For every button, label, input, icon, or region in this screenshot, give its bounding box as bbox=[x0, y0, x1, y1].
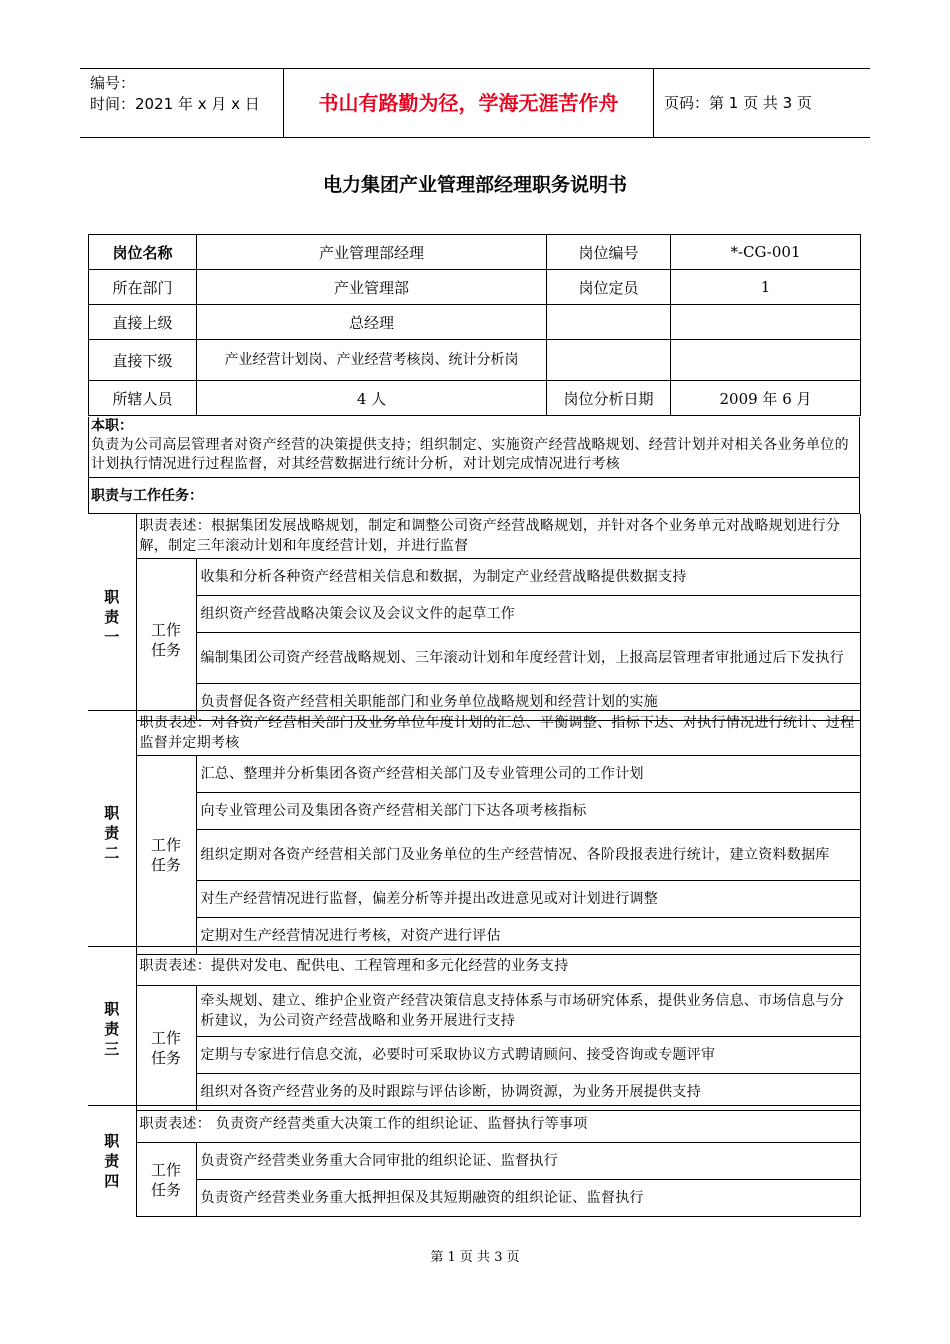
empty-cell bbox=[547, 340, 671, 381]
responsibility-2 bbox=[88, 710, 861, 955]
code-label: 编号： bbox=[90, 74, 136, 92]
responsibility-label: 职 责 一 bbox=[88, 514, 136, 721]
empty-cell bbox=[671, 340, 861, 381]
empty-cell bbox=[547, 305, 671, 340]
subordinate-label: 直接下级 bbox=[89, 340, 197, 381]
page-header bbox=[80, 68, 870, 138]
motto: 书山有路勤为径，学海无涯苦作舟 bbox=[284, 69, 654, 137]
analysis-date-label: 岗位分析日期 bbox=[547, 381, 671, 416]
department-value: 产业管理部 bbox=[197, 270, 547, 305]
work-task-label: 工作 任务 bbox=[136, 986, 196, 1111]
work-task-label: 工作 任务 bbox=[136, 756, 196, 955]
responsibility-desc: 职责表述：提供对发电、配供电、工程管理和多元化经营的业务支持 bbox=[136, 947, 860, 986]
duty-block bbox=[88, 417, 860, 478]
task-item: 编制集团公司资产经营战略规划、三年滚动计划和年度经营计划，上报高层管理者审批通过后下发执行 bbox=[196, 633, 860, 684]
work-task-label: 工作 任务 bbox=[136, 1143, 196, 1217]
responsibility-4 bbox=[88, 1105, 861, 1217]
analysis-date-value: 2009 年 6 月 bbox=[671, 381, 861, 416]
department-label: 所在部门 bbox=[89, 270, 197, 305]
responsibility-desc: 职责表述： 负责资产经营类重大决策工作的组织论证、监督执行等事项 bbox=[136, 1106, 860, 1143]
subordinate-value: 产业经营计划岗、产业经营考核岗、统计分析岗 bbox=[197, 340, 547, 381]
responsibility-1 bbox=[88, 514, 861, 721]
task-item: 负责资产经营类业务重大合同审批的组织论证、监督执行 bbox=[196, 1143, 860, 1180]
tasks-heading-block bbox=[88, 478, 860, 514]
responsibility-label: 职 责 三 bbox=[88, 947, 136, 1111]
superior-value: 总经理 bbox=[197, 305, 547, 340]
position-code-value: *-CG-001 bbox=[671, 235, 861, 270]
task-item: 组织对各资产经营业务的及时跟踪与评估诊断，协调资源，为业务开展提供支持 bbox=[196, 1074, 860, 1111]
task-item: 定期与专家进行信息交流，必要时可采取协议方式聘请顾问、接受咨询或专题评审 bbox=[196, 1037, 860, 1074]
position-name-value: 产业管理部经理 bbox=[197, 235, 547, 270]
task-item: 牵头规划、建立、维护企业资产经营决策信息支持体系与市场研究体系，提供业务信息、市场信息与分析建议，为公司资产经营战略和业务开展进行支持 bbox=[196, 986, 860, 1037]
staff-label: 所辖人员 bbox=[89, 381, 197, 416]
empty-cell bbox=[671, 305, 861, 340]
document-title: 电力集团产业管理部经理职务说明书 bbox=[322, 174, 627, 196]
staff-value: 4 人 bbox=[197, 381, 547, 416]
tasks-heading: 职责与工作任务： bbox=[91, 488, 203, 504]
date-label: 时间：2021 年 x 月 x 日 bbox=[90, 95, 260, 113]
task-item: 汇总、整理并分析集团各资产经营相关部门及专业管理公司的工作计划 bbox=[196, 756, 860, 793]
task-item: 组织定期对各资产经营相关部门及业务单位的生产经营情况、各阶段报表进行统计，建立资料数据库 bbox=[196, 830, 860, 881]
responsibility-3 bbox=[88, 946, 861, 1111]
headcount-label: 岗位定员 bbox=[547, 270, 671, 305]
responsibility-label: 职 责 四 bbox=[88, 1106, 136, 1217]
work-task-label: 工作 任务 bbox=[136, 559, 196, 721]
position-name-label: 岗位名称 bbox=[89, 235, 197, 270]
position-code-label: 岗位编号 bbox=[547, 235, 671, 270]
responsibility-desc: 职责表述：根据集团发展战略规划，制定和调整公司资产经营战略规划，并针对各个业务单元对战略规划进行分解，制定三年滚动计划和年度经营计划，并进行监督 bbox=[136, 514, 860, 559]
header-left bbox=[80, 69, 284, 137]
responsibility-desc: 职责表述：对各资产经营相关部门及业务单位年度计划的汇总、平衡调整、指标下达、对执行情况进行统计、过程监督并定期考核 bbox=[136, 711, 860, 756]
task-item: 组织资产经营战略决策会议及会议文件的起草工作 bbox=[196, 596, 860, 633]
page-footer: 第 1 页 共 3 页 bbox=[430, 1250, 520, 1265]
superior-label: 直接上级 bbox=[89, 305, 197, 340]
task-item: 收集和分析各种资产经营相关信息和数据，为制定产业经营战略提供数据支持 bbox=[196, 559, 860, 596]
page-label: 页码：第 1 页 共 3 页 bbox=[664, 94, 812, 112]
task-item: 对生产经营情况进行监督，偏差分析等并提出改进意见或对计划进行调整 bbox=[196, 881, 860, 918]
duty-text: 负责为公司高层管理者对资产经营的决策提供支持；组织制定、实施资产经营战略规划、经营计划并对相关各业务单位的计划执行情况进行过程监督，对其经营数据进行统计分析，对计划完成情况进行考核 bbox=[91, 437, 849, 472]
duty-heading: 本职： bbox=[91, 418, 133, 434]
task-item: 定期对生产经营情况进行考核，对资产进行评估 bbox=[196, 918, 860, 955]
task-item: 负责督促各资产经营相关职能部门和业务单位战略规划和经营计划的实施 bbox=[196, 684, 860, 721]
responsibility-label: 职 责 二 bbox=[88, 711, 136, 955]
task-item: 负责资产经营类业务重大抵押担保及其短期融资的组织论证、监督执行 bbox=[196, 1180, 860, 1217]
headcount-value: 1 bbox=[671, 270, 861, 305]
task-item: 向专业管理公司及集团各资产经营相关部门下达各项考核指标 bbox=[196, 793, 860, 830]
info-table bbox=[88, 234, 861, 416]
